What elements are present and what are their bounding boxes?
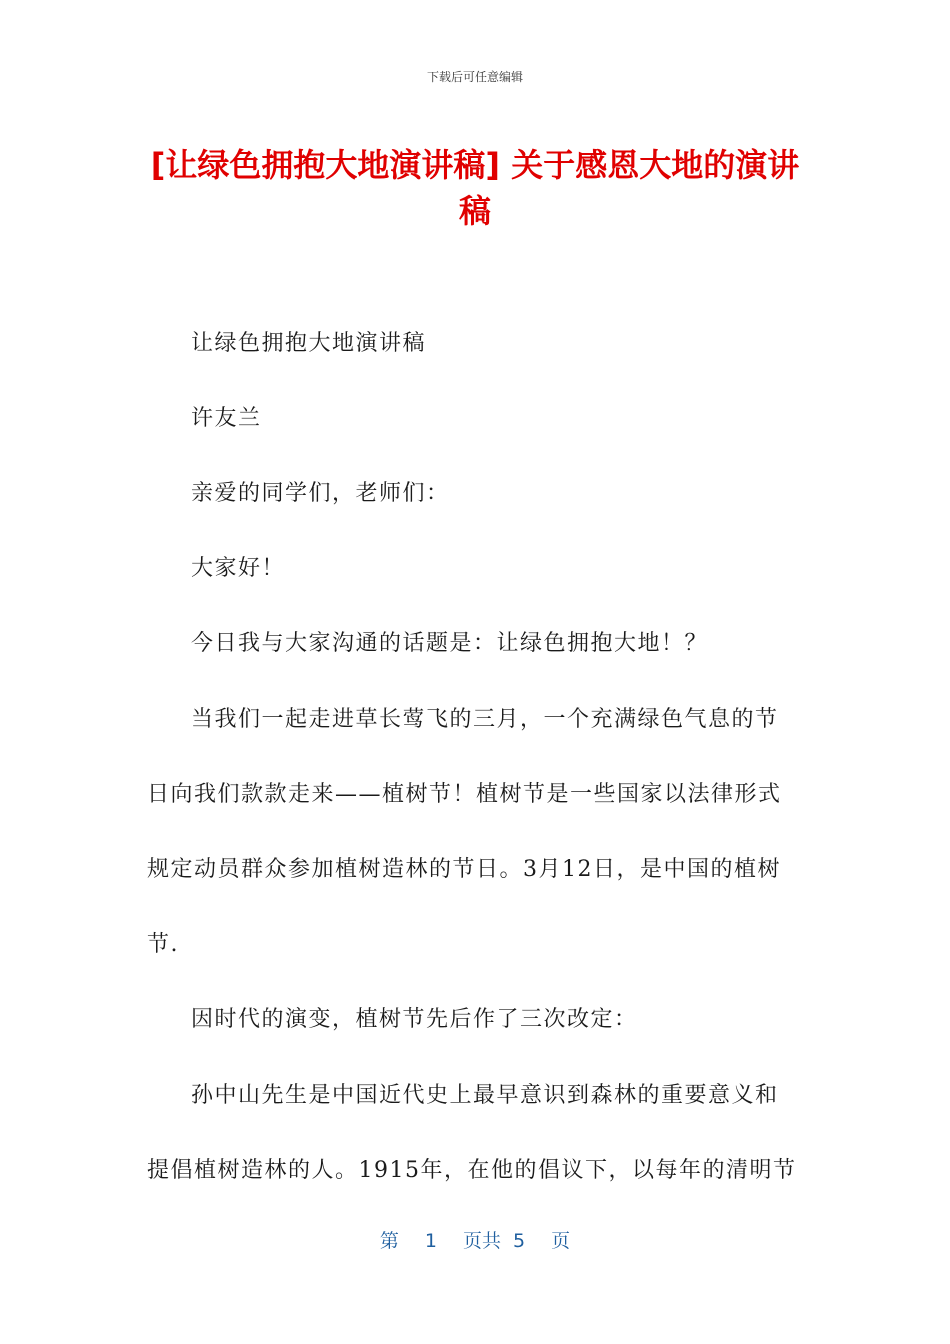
paragraph-topic: 今日我与大家沟通的话题是：让绿色拥抱大地！？: [191, 631, 709, 656]
paragraph-salutation: 亲爱的同学们，老师们：: [191, 481, 450, 506]
footer-total-pages: 5: [513, 1230, 526, 1252]
paragraph-changes: 因时代的演变，植树节先后作了三次改定：: [191, 1007, 638, 1032]
page-header-note: 下载后可任意编辑: [426, 70, 523, 84]
page-footer: [0, 1226, 950, 1253]
paragraph-speech-title: 让绿色拥抱大地演讲稿: [191, 331, 427, 356]
paragraph-author: 许友兰: [191, 406, 262, 431]
paragraph-arbor-day: 当我们一起走进草长莺飞的三月，一个充满绿色气息的节日向我们款款走来——植树节！植树节是一些国家以法律形式规定动员群众参加植树造林的节日。3月12日，是中国的植树节.: [147, 707, 782, 957]
document-body: [147, 322, 797, 1224]
footer-current-page: 1: [424, 1230, 437, 1252]
paragraph-sun-yat-sen: 孙中山先生是中国近代史上最早意识到森林的重要意义和提倡植树造林的人。1915年，在他的倡议下，以每年的清明节: [147, 1083, 797, 1183]
document-title: [让绿色拥抱大地演讲稿] 关于感恩大地的演讲稿: [150, 146, 800, 230]
paragraph-greeting: 大家好！: [191, 556, 286, 581]
footer-suffix: 页: [551, 1230, 571, 1252]
footer-middle: 页共: [462, 1230, 501, 1252]
footer-prefix: 第: [379, 1230, 399, 1252]
